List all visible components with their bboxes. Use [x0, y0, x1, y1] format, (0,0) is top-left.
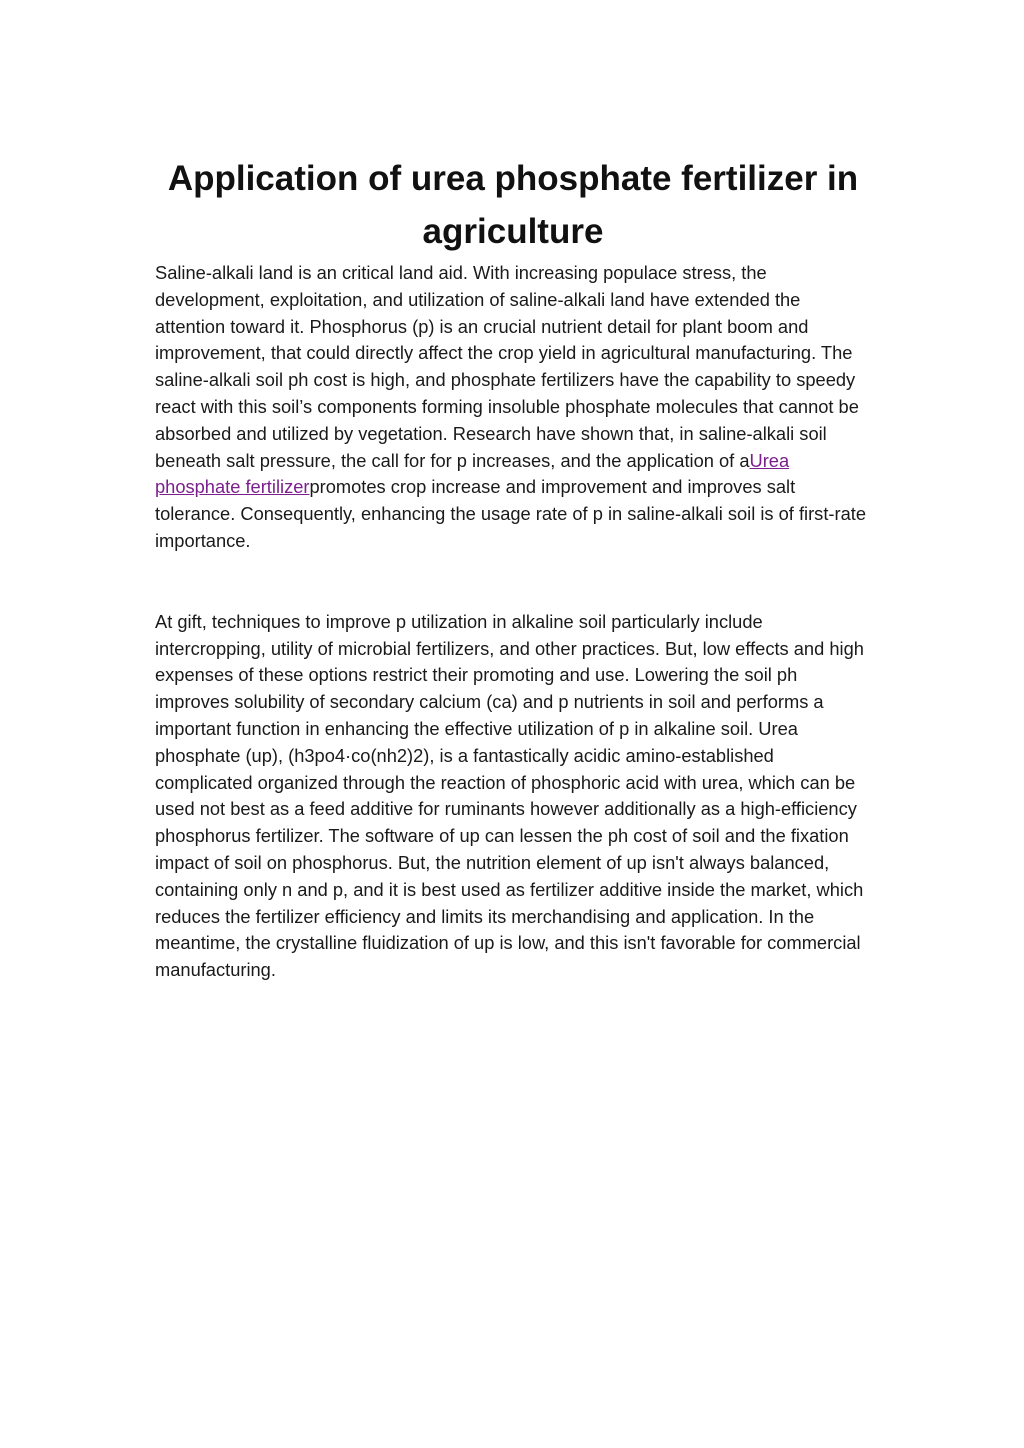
paragraph-2: At gift, techniques to improve p utilization in alkaline soil particularly include intercropping, utility of microbial fertilizers, and other practices. But, low effects and high expenses of these options restrict their promoting and use. Lowering the soil ph improves solubility of secondary calcium (ca) and p nutrients in soil and performs a important function in enhancing the effective utilization of p in alkaline soil. Urea phosphate (up), (h3po4·co(nh2)2), is a fantastically acidic amino-established complicated organized through the reaction of phosphoric acid with urea, which can be used not best as a feed additive for ruminants however additionally as a high-efficiency phosphorus fertilizer. The software of up can lessen the ph cost of soil and the fixation impact of soil on phosphorus. But, the nutrition element of up isn't always balanced, containing only n and p, and it is best used as fertilizer additive inside the market, which reduces the fertilizer efficiency and limits its merchandising and application. In the meantime, the crystalline fluidization of up is low, and this isn't favorable for commercial manufacturing.	[155, 610, 864, 981]
paragraph-1-text-before-link: Saline-alkali land is an critical land aid. With increasing populace stress, the development, exploitation, and utilization of saline-alkali land have extended the attention toward it. Phosphorus (p) is an crucial nutrient detail for plant boom and improvement, that could directly affect the crop yield in agricultural manufacturing. The saline-alkali soil ph cost is high, and phosphate fertilizers have the capability to speedy react with this soil’s components forming insoluble phosphate molecules that cannot be absorbed and utilized by vegetation. Research have shown that, in saline-alkali soil beneath salt pressure, the call for for p increases, and the application of a	[155, 262, 859, 471]
document-page	[155, 152, 871, 984]
paragraph-1	[155, 260, 871, 555]
paragraph-1-text-after-link: promotes crop increase and improvement and improves salt tolerance. Consequently, enhancing the usage rate of p in saline-alkali soil is of first-rate importance.	[155, 476, 866, 551]
document-title: Application of urea phosphate fertilizer in agriculture	[167, 159, 859, 251]
urea-phosphate-fertilizer-link[interactable]: Urea phosphate fertilizer	[155, 449, 790, 498]
